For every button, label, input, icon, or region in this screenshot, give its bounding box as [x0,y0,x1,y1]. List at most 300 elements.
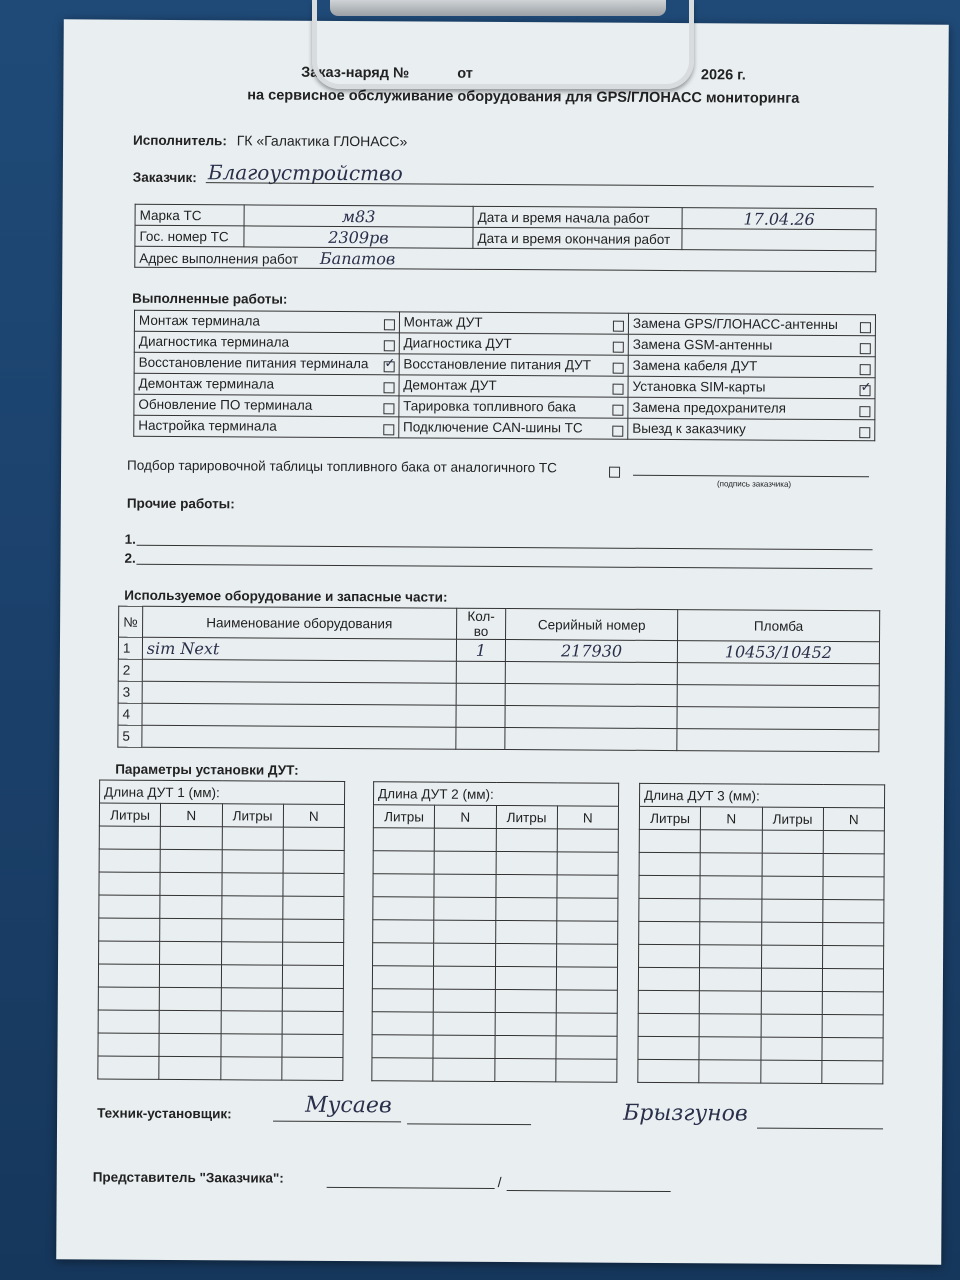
equipment-cell [677,707,879,730]
plate-value: 2309рв [244,226,473,248]
dut-table-cell [822,922,883,945]
dut-table-cell [823,876,884,899]
dut-table-cell [160,941,221,964]
dut-table-cell [700,922,761,945]
dut-table-cell [556,944,617,967]
address-row: Адрес выполнения работ Бапатов [135,246,876,272]
service-order-form [56,19,949,1264]
work-item [134,310,399,333]
other-works-line1 [137,545,873,550]
dut-table-title: Длина ДУТ 1 (мм): [100,780,345,804]
dut-table-cell [638,1013,699,1036]
dut-table-cell [639,898,700,921]
works-table [133,310,876,442]
dut-table [371,781,619,1082]
equipment-header: Пломба [677,610,879,642]
dut-table-row [99,849,344,873]
dut-table-row [639,829,884,853]
dut-table-cell [98,964,159,987]
dut-table-title: Длина ДУТ 3 (мм): [639,783,884,807]
technician-signature: Мусаев [305,1092,392,1119]
dut-table-header: Литры [99,803,160,826]
dut-table-cell [160,872,221,895]
dut-table-cell [761,991,822,1014]
dut-table-header: N [823,807,884,830]
other-works-item2: 2. [124,550,136,566]
dut-table-row [639,921,884,945]
equipment-cell: 2 [118,659,142,681]
equipment-header: Кол-во [456,608,506,639]
work-item-checkbox[interactable] [860,364,871,375]
dut-table-cell [282,965,343,988]
work-item [134,394,399,417]
dut-table-row [98,964,343,988]
dut-table-cell [761,922,822,945]
dut-table-cell [639,944,700,967]
work-item-checkbox[interactable] [613,342,624,353]
dut-table-row [639,852,884,876]
dut-params-label: Параметры установки ДУТ: [115,761,299,778]
work-item-label: Монтаж терминала [138,312,260,329]
dut-table-cell [822,1037,883,1060]
dut-table-cell [159,1033,220,1056]
dut-table-cell [700,876,761,899]
dut-table-cell [222,827,283,850]
dut-table-cell [823,830,884,853]
other-works-line2 [136,564,872,569]
dut-table-cell [433,989,494,1012]
dut-table-cell [282,1057,343,1080]
dut-table-cell [700,968,761,991]
dut-table-title: Длина ДУТ 2 (мм): [374,782,619,806]
work-item [399,396,628,418]
work-item-checkbox[interactable] [612,426,623,437]
dut-table-cell [638,990,699,1013]
other-works-item1: 1. [124,531,136,547]
dut-table-cell [495,897,556,920]
dut-table-cell [495,874,556,897]
dut-table-row [639,875,884,899]
make-value: м83 [244,205,473,227]
dut-table-cell [557,898,618,921]
dut-table-row [373,897,618,921]
dut-table-row [639,898,884,922]
work-item-label: Выезд к заказчику [632,420,746,437]
dut-table-cell [372,1012,433,1035]
dut-table-cell [557,852,618,875]
dut-table-header: N [161,803,222,826]
dut-table-cell [372,966,433,989]
dut-table-cell [99,918,160,941]
form-title-line1: Заказ-наряд № от 2026 г. [301,64,746,84]
work-item-label: Тарировка топливного бака [403,398,576,415]
dut-table-cell [283,850,344,873]
equipment-label: Используемое оборудование и запасные части: [124,587,448,605]
dut-table-cell [823,853,884,876]
dut-table-cell [372,989,433,1012]
dut-table-cell [495,966,556,989]
dut-table-cell [762,830,823,853]
dut-table-cell [556,921,617,944]
start-value: 17.04.26 [682,208,876,230]
work-item-checkbox[interactable] [384,319,395,330]
dut-table-cell [221,896,282,919]
work-item [628,397,875,420]
dut-table-cell [159,987,220,1010]
dut-table-cell [434,966,495,989]
work-item-checkbox[interactable] [613,363,624,374]
dut-table-header: N [283,804,344,827]
dut-table-cell [98,987,159,1010]
dut-table-cell [494,1058,555,1081]
second-signature: Брызгунов [623,1100,748,1127]
other-works-label: Прочие работы: [126,495,235,512]
dut-table-cell [822,945,883,968]
dut-table-cell [699,1037,760,1060]
dut-table-cell [282,942,343,965]
executor-row: Исполнитель: ГК «Галактика ГЛОНАСС» [133,132,408,150]
equipment-cell: 5 [118,725,142,747]
dut-table-cell [373,851,434,874]
dut-table-cell [638,967,699,990]
dut-table-cell [220,1057,281,1080]
work-item-checkbox[interactable] [612,405,623,416]
work-item [134,352,399,375]
dut-table-row [98,1056,343,1080]
dut-table-row [638,1013,883,1037]
dut-table-cell [700,853,761,876]
works-label: Выполненные работы: [132,290,288,307]
equipment-cell: 1 [456,639,506,661]
dut-table-cell [221,919,282,942]
dut-table-cell [496,828,557,851]
dut-table-row [98,1033,343,1057]
dut-table-cell [433,1058,494,1081]
dut-table-row [639,944,884,968]
dut-table-row [638,990,883,1014]
equipment-cell: 217930 [506,640,678,663]
dut-table-cell [639,875,700,898]
dut-table-cell [761,876,822,899]
work-item-label: Диагностика ДУТ [403,335,512,352]
customer-rep-separator: / [497,1173,502,1191]
work-item-label: Замена GPS/ГЛОНАСС-антенны [632,315,838,333]
form-title-line2: на сервисное обслуживание оборудования для GPS/ГЛОНАСС мониторинга [247,87,800,107]
work-item-label: Демонтаж терминала [138,375,275,392]
dut-table-row [373,920,618,944]
equipment-cell [456,661,506,683]
signature-caption: (подпись заказчика) [716,479,792,489]
dut-table-cell [282,919,343,942]
work-item [399,312,628,334]
work-item [134,331,399,354]
equipment-cell [455,727,505,749]
dut-table-cell [822,1060,883,1083]
dut-table-cell [638,1036,699,1059]
make-label: Марка ТС [135,204,244,226]
dut-table-cell [221,1011,282,1034]
dut-table-cell [495,1012,556,1035]
dut-table-cell [98,1010,159,1033]
dut-table-cell [222,850,283,873]
dut-table-row [373,943,618,967]
work-item-checkbox[interactable] [859,427,870,438]
dut-table-cell [823,899,884,922]
dut-table-header: Литры [373,805,434,828]
dut-table-cell [761,899,822,922]
dut-table-cell [557,829,618,852]
equipment-cell [505,728,677,751]
dut-table-header: Литры [222,804,283,827]
dut-table-cell [283,873,344,896]
clipboard-clip-wire [312,0,694,89]
technician-label: Техник-установщик: [97,1105,232,1122]
dut-table-cell [639,921,700,944]
dut-table-cell [221,988,282,1011]
equipment-cell [505,706,677,729]
works-row [134,415,875,441]
equipment-cell [456,705,506,727]
work-item [399,375,628,397]
dut-table-row [373,828,618,852]
equipment-cell [505,684,677,707]
customer-value: Благоустройство [207,160,403,186]
work-item [628,313,875,336]
dut-table-cell [639,829,700,852]
start-label: Дата и время начала работ [473,206,682,228]
end-value [682,229,876,251]
dut-table-row [98,987,343,1011]
dut-table-cell [495,920,556,943]
dut-table-cell [433,1012,494,1035]
dut-table-cell [99,849,160,872]
equipment-cell [142,725,456,749]
dut-table-header: Литры [496,805,557,828]
dut-table-cell [98,1056,159,1079]
work-item [399,354,628,376]
dut-table-cell [282,1011,343,1034]
dut-table-row [638,1036,883,1060]
work-item-label: Обновление ПО терминала [138,396,313,413]
dut-table-cell [556,990,617,1013]
work-item [628,418,875,441]
dut-table-cell [98,1033,159,1056]
dut-table-cell [99,941,160,964]
equipment-cell: 1 [118,637,142,659]
dut-table-cell [700,899,761,922]
equipment-cell [142,659,456,683]
work-item-label: Демонтаж ДУТ [403,377,497,393]
dut-table-cell [761,1014,822,1037]
dut-table-row [99,872,344,896]
dut-table-cell [762,853,823,876]
dut-table-cell [556,1036,617,1059]
customer-rep-line1 [327,1187,495,1189]
dut-table-row [373,874,618,898]
technician-line1 [273,1121,401,1123]
dut-table-row [99,895,344,919]
dut-table-cell [556,1013,617,1036]
dut-table-row [99,941,344,965]
equipment-cell [456,683,506,705]
dut-table-cell [373,920,434,943]
work-item-checkbox[interactable] [383,361,394,372]
work-item-label: Восстановление питания терминала [138,354,369,372]
dut-table-cell [434,897,495,920]
equipment-cell [142,681,456,705]
dut-table-cell [496,851,557,874]
dut-table-cell [433,1035,494,1058]
dut-table-cell [159,1010,220,1033]
work-item-checkbox[interactable] [860,343,871,354]
dut-table-row [372,1058,617,1082]
work-item-label: Диагностика терминала [138,333,290,350]
dut-table-cell [221,873,282,896]
dut-table-cell [99,895,160,918]
work-item-label: Замена кабеля ДУТ [632,357,758,374]
dut-table-cell [434,851,495,874]
dut-table-cell [282,988,343,1011]
dut-table-cell [700,830,761,853]
dut-table-cell [638,1059,699,1082]
dut-table-header: Литры [762,807,823,830]
fuel-table-label: Подбор тарировочной таблицы топливного бака от аналогичного ТС [127,457,557,476]
dut-table-cell [99,872,160,895]
work-item [628,355,875,378]
work-item-label: Установка SIM-карты [632,378,766,395]
equipment-cell: 3 [118,681,142,703]
dut-table-header: N [701,807,762,830]
dut-table-cell [700,945,761,968]
dut-table-cell [160,918,221,941]
work-item-checkbox[interactable] [383,403,394,414]
work-item-checkbox[interactable] [383,382,394,393]
dut-table-cell [434,828,495,851]
dut-table-cell [372,1058,433,1081]
dut-table-cell [160,826,221,849]
dut-table-cell [159,1056,220,1079]
work-item [134,415,399,438]
equipment-cell: 10453/10452 [677,641,879,664]
dut-table-cell [373,943,434,966]
work-item [398,417,627,439]
dut-table-cell [434,920,495,943]
work-item [134,373,399,396]
dut-table-cell [760,1060,821,1083]
dut-table-cell [372,1035,433,1058]
dut-table-row [372,1035,617,1059]
dut-table-cell [699,1060,760,1083]
dut-table-row [373,851,618,875]
dut-table-cell [495,989,556,1012]
technician-line2 [407,1123,531,1125]
equipment-cell [506,662,678,685]
dut-table-header: N [557,806,618,829]
work-item-checkbox[interactable] [383,424,394,435]
work-item-label: Подключение CAN-шины ТС [403,419,583,436]
dut-table-cell [822,968,883,991]
dut-table-cell [220,1034,281,1057]
dut-table-row [99,826,344,850]
dut-table-cell [160,849,221,872]
customer-rep-label: Представитель "Заказчика": [92,1169,284,1186]
customer-rep-line2 [507,1190,671,1192]
dut-table-header: Литры [639,806,700,829]
plate-label: Гос. номер ТС [135,225,244,247]
dut-table [97,780,345,1081]
dut-table-cell [761,968,822,991]
work-item-label: Настройка терминала [138,417,277,434]
dut-table-cell [373,897,434,920]
dut-table-row [372,966,617,990]
dut-table [637,783,885,1084]
dut-table-cell [434,874,495,897]
dut-table-row [98,1010,343,1034]
dut-table-cell [495,943,556,966]
work-item-label: Замена предохранителя [632,399,786,416]
work-item-checkbox[interactable] [613,384,624,395]
dut-table-cell [282,1034,343,1057]
work-item-label: Замена GSM-антенны [632,336,773,353]
fuel-table-checkbox[interactable] [609,467,620,478]
dut-table-row [372,989,617,1013]
equipment-header: № [119,606,143,637]
dut-table-cell [761,945,822,968]
equipment-row [118,725,879,752]
dut-table-cell [283,896,344,919]
dut-table-cell [434,943,495,966]
dut-table-cell [699,1014,760,1037]
equipment-cell [677,663,879,686]
equipment-cell: sim Next [142,637,456,661]
work-item-checkbox[interactable] [613,321,624,332]
equipment-table [117,606,880,753]
dut-table-cell [822,1014,883,1037]
work-item-label: Монтаж ДУТ [403,314,483,330]
dut-table-cell [557,875,618,898]
equipment-cell [677,729,879,752]
dut-table-cell [373,828,434,851]
dut-table-row [372,1012,617,1036]
dut-table-cell [160,964,221,987]
work-item-checkbox[interactable] [860,322,871,333]
equipment-cell [677,685,879,708]
dut-table-cell [760,1037,821,1060]
customer-signature-line [633,475,869,477]
dut-table-row [638,967,883,991]
dut-table-cell [160,895,221,918]
dut-table-cell [556,1059,617,1082]
work-item [628,334,875,357]
dut-table-header: N [435,805,496,828]
work-item-checkbox[interactable] [860,385,871,396]
dut-table-cell [699,991,760,1014]
dut-table-cell [221,965,282,988]
second-signature-line [757,1128,883,1130]
equipment-header: Серийный номер [506,609,678,641]
work-item-checkbox[interactable] [384,340,395,351]
dut-table-row [99,918,344,942]
dut-table-cell [556,967,617,990]
dut-table-cell [373,874,434,897]
vehicle-table [134,204,876,273]
dut-table-cell [283,827,344,850]
dut-table-row [638,1059,883,1083]
dut-table-cell [99,826,160,849]
dut-table-cell [639,852,700,875]
work-item [399,333,628,355]
work-item-checkbox[interactable] [859,406,870,417]
